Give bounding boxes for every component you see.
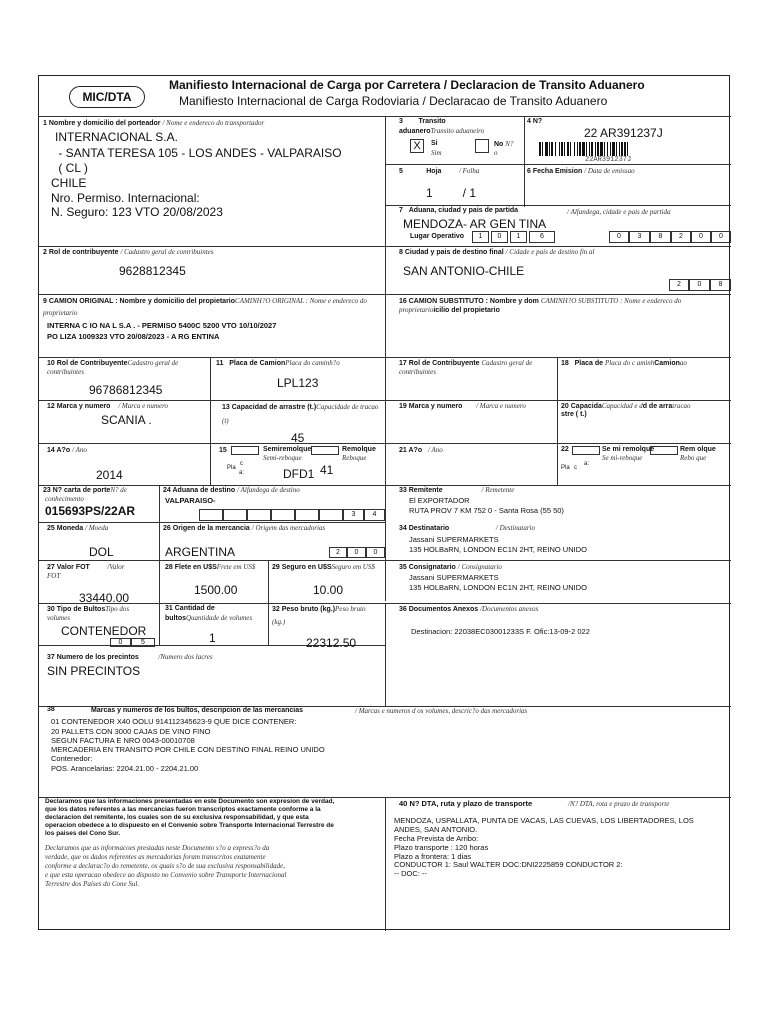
barcode-bar <box>574 142 575 156</box>
transport-term: Plazo transporte : 120 horas <box>394 843 489 852</box>
carrier-insurance: N. Seguro: 123 VTO 20/08/2023 <box>51 205 223 219</box>
barcode-bar <box>579 142 581 156</box>
truck-plate: LPL123 <box>277 376 319 390</box>
carrier-permit: Nro. Permiso. Internacional: <box>51 191 200 205</box>
seals-number: SIN PRECINTOS <box>47 664 141 678</box>
trailer-checkbox[interactable] <box>311 446 339 455</box>
barcode-bar <box>597 142 599 156</box>
plate-label-c: c <box>240 461 243 467</box>
field-38-label-pt: / Marcas e numeros d os volumes, descric?o das mercadorias <box>355 707 528 715</box>
code-cell: 3 <box>629 231 650 243</box>
plate-sub-label-c: c <box>574 465 577 471</box>
field-10-label-pt-2: contribuintes <box>47 368 84 376</box>
code-cell: 0 <box>110 638 131 647</box>
mic-dta-form <box>38 75 730 930</box>
plate-label: Pla <box>227 465 236 471</box>
rule <box>39 246 731 247</box>
rule <box>39 560 385 561</box>
field-9-label-pt-2: proprietario <box>43 309 78 317</box>
barcode-bar <box>564 142 565 156</box>
rule <box>557 443 558 485</box>
semitrailer-label-pt: Semi-reboque <box>263 454 302 462</box>
owner-tax-id: 96786812345 <box>89 383 163 397</box>
rule <box>385 603 386 706</box>
rule <box>39 357 731 358</box>
transit-yes-label: Si <box>431 140 438 147</box>
trailer-label-pt: Reboque <box>342 454 367 462</box>
barcode-bar <box>619 142 620 156</box>
semitrailer-sub-checkbox[interactable] <box>572 446 600 455</box>
mic-dta-badge: MIC/DTA <box>69 86 145 108</box>
form-title-pt: Manifiesto Internacional de Carga Rodoviaria / Declaracao de Transito Aduanero <box>179 94 608 108</box>
declaration-pt-line: verdade, que os dados referentes as mercadorias foram transcritos exatamente <box>45 853 266 861</box>
consignee-name: Jassani SUPERMARKETS <box>409 535 499 544</box>
field-37-label: 37 Numero de los precintos /Numero dos lacres <box>47 653 213 661</box>
gross-weight: 22312.50 <box>306 636 357 650</box>
consignee-address: 135 HOLBaRN, LONDON EC1N 2HT, REINO UNIDO <box>409 545 587 554</box>
border-term: Plazo a frontera: 1 dias <box>394 852 472 861</box>
declaration-pt-line: conforme a declarac?o do remetente, os quais s?o de sua exclusiva responsabilidade, <box>45 862 285 870</box>
field-18-label: 18 Placa de Placa do c aminhCamionao <box>561 359 687 367</box>
code-cell: 8 <box>710 279 731 291</box>
plate-label-a: a: <box>239 470 245 476</box>
barcode-bar <box>616 142 617 156</box>
declaration-es-line: operacion obedece a lo dispuesto en el Convenio sobre Transporte Internacional Terrestre de <box>45 822 334 829</box>
goods-description-line: MERCADERIA EN TRANSITO POR CHILE CON DESTINO FINAL REINO UNIDO <box>51 745 325 754</box>
code-cell <box>295 509 319 521</box>
code-cell: 2 <box>669 279 689 291</box>
field-14-label: 14 A?o / Ano <box>47 446 87 454</box>
field-30-label-pt-2: volumes <box>47 614 70 622</box>
transit-no-checkbox[interactable] <box>475 139 489 153</box>
trailer-sub-label-pt: Rebo que <box>680 454 707 462</box>
field-23-label-pt-2: conhecimento <box>45 495 84 503</box>
form-title-es: Manifiesto Internacional de Carga por Carretera / Declaracion de Transito Aduanero <box>169 78 645 92</box>
trailer-sub-label: Rem olque <box>680 446 716 453</box>
rule <box>39 443 731 444</box>
field-27-label-pt-2: FOT <box>47 572 61 580</box>
attached-documents: Destinacion: 22038EC03001233S F. Ofic:13-09-2 022 <box>411 627 590 636</box>
rule <box>385 560 731 561</box>
barcode-bar <box>582 142 585 156</box>
code-cell: 1 <box>510 231 527 243</box>
field-9-label: 9 CAMION ORIGINAL : Nombre y domicilio del propietarioCAMINH?O ORIGINAL : Nome e endereco do <box>43 297 367 305</box>
goods-description-line: POS. Arancelarias: 2204.21.00 - 2204.21.00 <box>51 764 199 773</box>
code-cell: 2 <box>329 547 347 558</box>
plate-sub-label: Pla <box>561 465 570 471</box>
field-13-label-pt-2: (t) <box>222 417 229 425</box>
carrier-address: - SANTA TERESA 105 - LOS ANDES - VALPARAISO <box>55 146 342 160</box>
barcode-bar <box>595 142 596 156</box>
code-cell: 0 <box>491 231 508 243</box>
route-line: ANDES, SAN ANTONIO. <box>394 825 478 834</box>
field-32-label: 32 Peso bruto (kg.)Peso bruto <box>272 605 366 613</box>
semitrailer-sub-label: Se mi remolque <box>602 446 655 453</box>
code-cell <box>319 509 343 521</box>
currency: DOL <box>89 545 114 559</box>
field-25-label: 25 Moneda / Moeda <box>47 524 109 532</box>
destination-customs: VALPARAISO- <box>165 496 216 505</box>
barcode <box>539 142 707 156</box>
semitrailer-sub-label-pt: Se mi-reboque <box>602 454 643 462</box>
field-7-label-pt: / Alfandega, cidade e pais de partida <box>567 208 671 216</box>
field-7-label: 7 Aduana, ciudad y pais de partida <box>399 207 519 214</box>
field-17-label: 17 Rol de Contribuyente Cadastro geral de <box>399 359 533 367</box>
code-cell <box>247 509 271 521</box>
rule <box>39 522 385 523</box>
original-truck-owner: INTERNA C IO NA L S.A . - PERMISO 5400C 5200 VTO 10/10/2027 <box>47 321 277 330</box>
field-33-label: 33 Remitente / Remetente <box>399 486 515 494</box>
code-cell: 0 <box>711 231 731 243</box>
field-13-label: 13 Capacidad de arrastre (t.)Capacidade de tracao <box>222 403 379 411</box>
drivers: CONDUCTOR 1: Saul WALTER DOC:DNI2225859 CONDUCTOR 2: <box>394 860 623 869</box>
semitrailer-label: Semiremolque <box>263 446 312 453</box>
field-23-label: 23 N? carta de porteN? de <box>43 486 127 494</box>
operating-place-label: Lugar Operativo <box>410 233 465 240</box>
barcode-bar <box>600 142 603 156</box>
waybill-number: 015693PS/22AR <box>45 504 136 518</box>
field-8-label: 8 Ciudad y pais de destino final / Cidade e pais de destino fin al <box>399 248 595 256</box>
barcode-bar <box>567 142 569 156</box>
trailer-plate: DFD1 <box>283 467 315 481</box>
field-40-label-pt: /N? DTA, rota e prazo de transporte <box>568 800 670 808</box>
field-31-label: 31 Cantidad de <box>165 605 215 612</box>
field-2-label: 2 Rol de contribuyente / Cadastro geral de contribuintes <box>43 248 214 256</box>
rule <box>385 797 386 931</box>
rule <box>159 485 160 645</box>
field-20-label: 20 CapacidaCapacidad e dd de arratracao <box>561 402 691 410</box>
rule <box>524 116 525 166</box>
declaration-es-line: los paises del Cono Sur. <box>45 830 121 837</box>
code-cell: 5 <box>131 638 155 647</box>
code-cell: 0 <box>689 279 710 291</box>
package-type: CONTENEDOR <box>61 624 147 638</box>
original-truck-policy: PO LIZA 1009323 VTO 20/08/2023 - A RG ENTINA <box>47 332 220 341</box>
field-26-label: 26 Origen de la mercancia / Origem das mercadorias <box>163 524 326 532</box>
code-cell: 0 <box>691 231 711 243</box>
field-24-label: 24 Aduana de destino / Alfandega de destino <box>163 486 300 494</box>
departure-customs: MENDOZA- AR GEN TINA <box>403 217 547 231</box>
driver-doc: -- DOC: -- <box>394 869 427 878</box>
sender-address: RUTA PROV 7 KM 752 0 - Santa Rosa (55 50) <box>409 506 564 515</box>
field-31-label-2: bultosQuantidade de volumes <box>165 614 253 622</box>
code-cell: 2 <box>671 231 691 243</box>
field-17-label-pt-2: contribuintes <box>399 368 436 376</box>
field-10-label: 10 Rol de ContribuyenteCadastro geral de <box>47 359 179 367</box>
field-19-label: 19 Marca y numero / Marca e numero <box>399 402 526 410</box>
field-22-number: 22 <box>561 446 569 453</box>
carrier-country: CHILE <box>51 176 87 190</box>
field-35-label: 35 Consignatario / Consignatario <box>399 563 502 571</box>
truck-year: 2014 <box>96 468 123 482</box>
barcode-bar <box>551 142 553 156</box>
goods-description-line: 20 PALLETS CON 3000 CAJAS DE VINO FINO <box>51 727 211 736</box>
code-cell: 0 <box>609 231 629 243</box>
field-15-number: 15 <box>219 447 227 454</box>
field-34-label: 34 Destinatario / Destinatario <box>399 524 535 532</box>
arrival-date-label: Fecha Prevista de Arribo: <box>394 834 479 843</box>
carrier-name: INTERNACIONAL S.A. <box>55 130 178 144</box>
barcode-bar <box>624 142 626 156</box>
insurance-value: 10.00 <box>313 583 344 597</box>
transit-yes-label-pt: Sim <box>431 149 442 157</box>
code-cell: 1 <box>472 231 489 243</box>
rule <box>39 485 731 486</box>
goods-description-line: 01 CONTENEDOR X40 OOLU 914112345623-9 QUE DICE CONTENER: <box>51 717 297 726</box>
field-4-label: 4 N? <box>527 118 543 125</box>
rule <box>210 443 211 485</box>
rule <box>385 116 386 601</box>
sender-name: El EXPORTADOR <box>409 496 470 505</box>
barcode-bar <box>577 142 578 156</box>
declaration-es-line: declaracion del remitente, los cuales son de su exclusiva responsabilidad, y que esta <box>45 814 309 821</box>
rule <box>39 400 731 401</box>
trailer-label: Remolque <box>342 446 376 453</box>
field-3-label-2: aduaneroTransito aduaneiro <box>399 127 485 135</box>
freight-value: 1500.00 <box>194 583 238 597</box>
sheet-number: 1 / 1 <box>426 186 477 200</box>
plate-sub-label-a: a: <box>584 461 590 467</box>
transit-no-label-pt: o <box>494 149 498 157</box>
declaration-pt-line: e que esta operacao obedece ao disposto no Convenio sobre Transporte Internacional <box>45 871 287 879</box>
code-cell <box>271 509 295 521</box>
transit-no-label: No N? <box>494 140 514 148</box>
code-cell: 4 <box>364 509 385 521</box>
notify-name: Jassani SUPERMARKETS <box>409 573 499 582</box>
barcode-bar <box>589 142 590 156</box>
field-11-label: 11 Placa de CamionPlaca do caminh?o <box>216 359 340 367</box>
field-1-label: 1 Nombre y domicilio del porteador / Nome e endereco do transportador <box>43 119 265 127</box>
field-40-label: 40 N? DTA, ruta y plazo de transporte <box>399 799 533 808</box>
barcode-text: 22AR391237J <box>585 156 632 164</box>
barcode-bar <box>604 142 605 156</box>
barcode-bar <box>570 142 571 156</box>
trailer-plate-suffix: 41 <box>320 463 334 477</box>
barcode-bar <box>555 142 556 156</box>
field-36-label: 36 Documentos Anexos /Documentos anexos <box>399 605 539 613</box>
field-16-label-2: proprietarioicilio del propietario <box>399 306 500 314</box>
carrier-tax-id: 9628812345 <box>119 264 186 278</box>
field-21-label: 21 A?o / Ano <box>399 446 443 454</box>
field-32-label-pt-2: (kg.) <box>272 618 286 626</box>
code-cell: 0 <box>366 547 385 558</box>
declaration-es-line: Declaramos que las informaciones presentadas en este Documento son expresion de verdad, <box>45 798 335 805</box>
goods-description-line: Contenedor: <box>51 754 93 763</box>
field-29-label: 29 Seguro en U$SSeguro em US$ <box>272 563 375 571</box>
trailer-sub-checkbox[interactable] <box>650 446 678 455</box>
mic-number: 22 AR391237J <box>584 126 663 140</box>
field-20-label-2: stre ( t.) <box>561 411 587 418</box>
declaration-es-line: que los datos referentes a las mercancias fueron transcriptos exactamente conforme a la <box>45 806 321 813</box>
barcode-bar <box>610 142 611 156</box>
barcode-bar <box>607 142 608 156</box>
transit-yes-checkbox[interactable]: X <box>410 139 424 153</box>
semitrailer-checkbox[interactable] <box>231 446 259 455</box>
route-line: MENDOZA, USPALLATA, PUNTA DE VACAS, LAS CUEVAS, LOS LIBERTADORES, LOS <box>394 816 694 825</box>
barcode-bar <box>561 142 563 156</box>
field-16-label: 16 CAMION SUBSTITUTO : Nombre y dom CAMINH?O SUBSTITUTO : Nome e endereco do <box>399 297 682 305</box>
final-destination: SAN ANTONIO-CHILE <box>403 264 525 278</box>
rule <box>524 164 525 207</box>
field-27-label: 27 Valor FOT /Valor <box>47 563 125 571</box>
field-38-number: 38 <box>47 706 55 713</box>
field-6-label: 6 Fecha Emision / Data de emissao <box>527 167 635 175</box>
field-3-label: 3 Transito <box>399 118 446 125</box>
code-cell: 6 <box>529 231 555 243</box>
rule <box>385 164 731 165</box>
code-cell <box>223 509 247 521</box>
field-5-label: 5 Hoja / Folha <box>399 167 480 175</box>
declaration-pt-line: Terrestre dos Paises do Cone Sul. <box>45 880 140 888</box>
barcode-bar <box>539 142 541 156</box>
barcode-bar <box>621 142 623 156</box>
code-cell: 0 <box>347 547 366 558</box>
goods-origin: ARGENTINA <box>165 545 236 559</box>
rule <box>385 205 731 206</box>
truck-brand: SCANIA . <box>101 413 152 427</box>
barcode-bar <box>612 142 615 156</box>
rule <box>39 294 731 295</box>
notify-address: 135 HOLBaRN, LONDON EC1N 2HT, REINO UNIDO <box>409 583 587 592</box>
barcode-bar <box>542 142 543 156</box>
code-cell: 8 <box>650 231 671 243</box>
carrier-country-code: ( CL ) <box>55 161 88 175</box>
package-count: 1 <box>209 631 216 645</box>
declaration-pt-line: Declaramos que as informacoes prestadas neste Documento s?o a express?o da <box>45 844 270 852</box>
field-30-label: 30 Tipo de BultosTipo dos <box>47 605 130 613</box>
barcode-bar <box>549 142 550 156</box>
field-12-label: 12 Marca y numero / Marca e numero <box>47 402 169 410</box>
towing-capacity: 45 <box>291 431 305 445</box>
barcode-bar <box>559 142 560 156</box>
barcode-bar <box>591 142 593 156</box>
barcode-bar <box>586 142 587 156</box>
barcode-bar <box>627 142 628 156</box>
fot-value: 33440.00 <box>79 591 130 605</box>
code-cell <box>199 509 223 521</box>
field-38-label: Marcas y numeros de los bultos, descripcion de las mercancias <box>91 707 304 714</box>
goods-description-line: SEGUN FACTURA E NRO 0043-00010708 <box>51 736 195 745</box>
code-cell: 3 <box>343 509 364 521</box>
field-28-label: 28 Flete en U$SFrete em US$ <box>165 563 256 571</box>
barcode-bar <box>545 142 548 156</box>
